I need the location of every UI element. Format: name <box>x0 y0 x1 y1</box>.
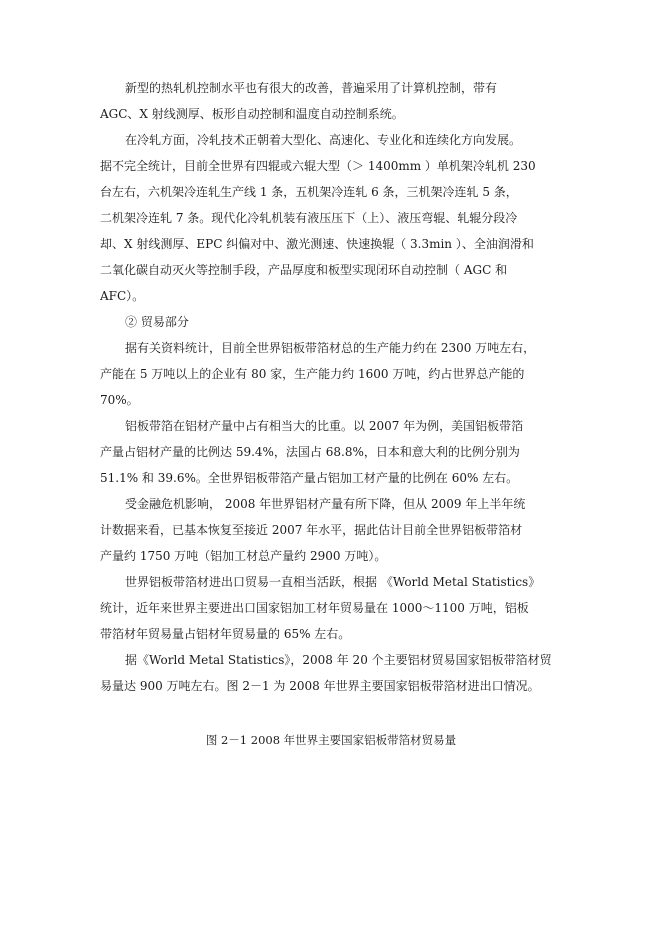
text-line: 受金融危机影响， 2008 年世界铝材产量有所下降，但从 2009 年上半年统 <box>125 497 526 511</box>
text-line: 据不完全统计，目前全世界有四辊或六辊大型（＞ 1400mm ）单机架冷轧机 230 <box>100 159 536 173</box>
figure-caption: 图 2－1 2008 年世界主要国家铝板带箔材贸易量 <box>205 733 457 747</box>
text-line: 世界铝板带箔材进出口贸易一直相当活跃，根据 《World Metal Statistics》 <box>125 575 541 589</box>
text-line: 产量占铝材产量的比例达 59.4%，法国占 68.8%，日本和意大利的比例分别为 <box>100 445 520 459</box>
text-line: 统计，近年来世界主要进出口国家铝加工材年贸易量在 1000～1100 万吨，铝板 <box>100 601 529 615</box>
text-line: 在冷轧方面，冷轧技术正朝着大型化、高速化、专业化和连续化方向发展。 <box>125 133 522 147</box>
text-line: 70%。 <box>100 393 139 407</box>
text-line: 据《World Metal Statistics》，2008 年 20 个主要铝材贸易国家铝板带箔材贸 <box>125 653 552 667</box>
text-line: 台左右，六机架冷连轧生产线 1 条，五机架冷连轧 6 条，三机架冷连轧 5 条， <box>100 185 518 199</box>
text-line: 易量达 900 万吨左右。图 2－1 为 2008 年世界主要国家铝板带箔材进出口情况。 <box>100 679 540 693</box>
text-line: 产量约 1750 万吨（铝加工材总产量约 2900 万吨）。 <box>100 549 387 563</box>
text-line: 产能在 5 万吨以上的企业有 80 家，生产能力约 1600 万吨，约占世界总产能的 <box>100 367 525 381</box>
text-line: 新型的热轧机控制水平也有很大的改善，普遍采用了计算机控制，带有 <box>125 81 498 95</box>
text-line: AFC）。 <box>100 289 145 303</box>
text-line: AGC、X 射线测厚、板形自动控制和温度自动控制系统。 <box>100 107 404 121</box>
text-line: 二机架冷连轧 7 条。现代化冷轧机装有液压压下（上）、液压弯辊、轧辊分段冷 <box>100 211 518 225</box>
text-line: 51.1% 和 39.6%。全世界铝板带箔产量占铝加工材产量的比例在 60% 左右。 <box>100 471 519 485</box>
text-line: 计数据来看，已基本恢复至接近 2007 年水平，据此估计目前全世界铝板带箔材 <box>100 523 523 537</box>
section-heading: ② 贸易部分 <box>125 315 189 329</box>
text-line: 带箔材年贸易量占铝材年贸易量的 65% 左右。 <box>100 627 351 641</box>
text-line: 二氧化碳自动灭火等控制手段，产品厚度和板型实现闭环自动控制（ AGC 和 <box>100 263 508 277</box>
text-line: 却、X 射线测厚、EPC 纠偏对中、激光测速、快速换辊（ 3.3min ）、全油润滑和 <box>100 237 534 251</box>
text-line: 据有关资料统计，目前全世界铝板带箔材总的生产能力约在 2300 万吨左右， <box>125 341 536 355</box>
text-line: 铝板带箔在铝材产量中占有相当大的比重。以 2007 年为例，美国铝板带箔 <box>125 419 524 433</box>
